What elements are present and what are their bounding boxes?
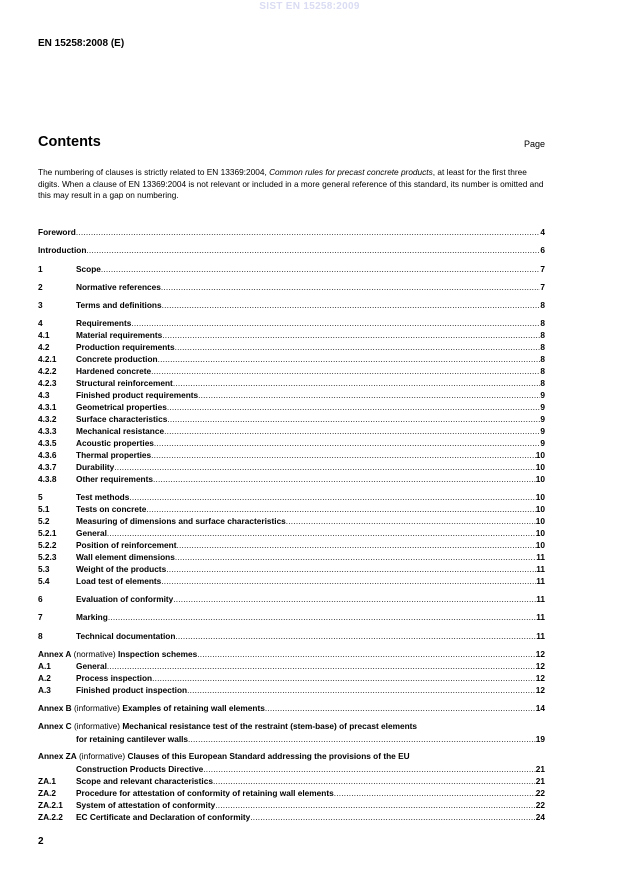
toc-entry[interactable]: [38, 799, 545, 811]
toc-title: Technical documentation: [76, 631, 176, 641]
toc-leader-dots: [101, 263, 540, 275]
toc-text: [76, 611, 108, 623]
toc-title: Hardened concrete: [76, 366, 152, 376]
toc-title: Thermal properties: [76, 450, 152, 460]
toc-entry[interactable]: [38, 763, 545, 775]
toc-page: 24: [535, 812, 545, 822]
toc-title: Position of reinforcement: [76, 540, 177, 550]
toc-page: 14: [535, 703, 545, 713]
toc-leader-dots: [154, 437, 540, 449]
annex-type: (informative): [71, 703, 123, 713]
toc-number: 4.3.5: [38, 438, 57, 448]
document-id: EN 15258:2008 (E): [38, 38, 125, 49]
toc-leader-dots: [197, 648, 536, 660]
page-title: Contents: [38, 134, 101, 150]
toc-number: 4.3.2: [38, 414, 57, 424]
toc-leader-dots: [161, 281, 541, 293]
toc-entry[interactable]: [38, 389, 545, 401]
toc-leader-dots: [177, 539, 536, 551]
toc-page: 11: [536, 612, 545, 622]
toc-title: Load test of elements: [76, 576, 162, 586]
toc-leader-dots: [108, 611, 536, 623]
toc-page: 11: [536, 631, 545, 641]
toc-entry[interactable]: [38, 329, 545, 341]
toc-number: 5.2: [38, 516, 50, 526]
toc-number: 6: [38, 594, 43, 604]
toc-title: Measuring of dimensions and surface characteristics: [76, 516, 286, 526]
toc-leader-dots: [215, 799, 536, 811]
intro-text-start: The numbering of clauses is strictly related to EN 13369:2004,: [38, 167, 270, 177]
toc-entry[interactable]: [38, 733, 545, 745]
toc-number: A.2: [38, 673, 51, 683]
annex-label: Annex A: [38, 649, 72, 659]
toc-leader-dots: [265, 702, 536, 714]
toc-page: 10: [535, 516, 545, 526]
intro-text-italic: Common rules for precast concrete products: [269, 167, 433, 177]
toc-text: [76, 660, 107, 672]
toc-text: [76, 317, 131, 329]
toc-leader-dots: [158, 353, 541, 365]
toc-title: for retaining cantilever walls: [76, 734, 189, 744]
toc-entry[interactable]: [38, 226, 545, 238]
toc-text: [76, 461, 114, 473]
toc-number: 5.2.2: [38, 540, 57, 550]
toc-entry[interactable]: [38, 365, 545, 377]
toc-leader-dots: [173, 377, 541, 389]
toc-number: 4.2.1: [38, 354, 57, 364]
toc-title: Finished product requirements: [76, 390, 199, 400]
toc-number: 5.2.1: [38, 528, 57, 538]
toc-title: Other requirements: [76, 474, 153, 484]
toc-title: Process inspection: [76, 673, 153, 683]
toc-leader-dots: [86, 244, 540, 256]
toc-number: ZA.1: [38, 776, 56, 786]
toc-leader-dots: [146, 503, 535, 515]
toc-title: Terms and definitions: [76, 300, 162, 310]
toc-title: Wall element dimensions: [76, 552, 175, 562]
toc-entry[interactable]: [38, 491, 545, 503]
toc-number: A.1: [38, 661, 51, 671]
annex-type: (normative): [71, 649, 118, 659]
toc-leader-dots: [175, 630, 536, 642]
toc-number: 4.2.3: [38, 378, 57, 388]
toc-page: 6: [540, 245, 545, 255]
toc-number: 5.3: [38, 564, 50, 574]
toc-title: Mechanical resistance: [76, 426, 165, 436]
toc-entry[interactable]: [38, 630, 545, 642]
toc-entry[interactable]: [38, 527, 545, 539]
toc-page: 12: [535, 685, 545, 695]
toc-text: [76, 329, 162, 341]
toc-title: Finished product inspection: [76, 685, 188, 695]
toc-text: [38, 244, 86, 256]
toc-page: 8: [540, 330, 545, 340]
toc-page: 10: [535, 504, 545, 514]
toc-entry[interactable]: [38, 377, 545, 389]
toc-number: 2: [38, 282, 43, 292]
toc-page: 19: [535, 734, 545, 744]
toc-title: Scope: [76, 264, 101, 274]
toc-text: [76, 401, 167, 413]
toc-number: 5: [38, 492, 43, 502]
toc-page: 4: [540, 227, 545, 237]
toc-entry[interactable]: [38, 539, 545, 551]
toc-leader-dots: [166, 563, 536, 575]
toc-page: 21: [535, 776, 545, 786]
toc-text: [76, 672, 152, 684]
toc-title: Weight of the products: [76, 564, 167, 574]
toc-title: Inspection schemes: [117, 649, 198, 659]
toc-page: 12: [535, 661, 545, 671]
toc-number: 8: [38, 631, 43, 641]
toc-entry[interactable]: [38, 593, 545, 605]
toc-title: Production requirements: [76, 342, 175, 352]
toc-page: 22: [535, 800, 545, 810]
toc-text: [76, 563, 166, 575]
toc-number: 4.3.7: [38, 462, 57, 472]
toc-text: [76, 365, 151, 377]
toc-page: 11: [536, 564, 545, 574]
toc-page: 10: [535, 528, 545, 538]
toc-title: Durability: [76, 462, 115, 472]
toc-entry[interactable]: [38, 702, 545, 714]
toc-entry[interactable]: [38, 341, 545, 353]
page-number: 2: [38, 836, 44, 847]
toc-page: 12: [535, 649, 545, 659]
toc-entry[interactable]: [38, 660, 545, 672]
annex-label: Annex ZA: [38, 751, 77, 761]
toc-entry[interactable]: [38, 515, 545, 527]
toc-number: 4: [38, 318, 43, 328]
toc-text: [76, 377, 173, 389]
toc-page: 8: [540, 342, 545, 352]
toc-text: [76, 575, 161, 587]
toc-page: 9: [540, 390, 545, 400]
annex-title: Clauses of this European Standard addressing the provisions of the EU: [127, 751, 410, 761]
toc-number: 4.2.2: [38, 366, 57, 376]
toc-leader-dots: [175, 341, 541, 353]
toc-leader-dots: [198, 389, 540, 401]
toc-text: [76, 473, 153, 485]
annex-title: Mechanical resistance test of the restraint (stem-base) of precast elements: [122, 721, 418, 731]
toc-text: [76, 775, 213, 787]
toc-title: Material requirements: [76, 330, 163, 340]
toc-number: 4.3.1: [38, 402, 57, 412]
toc-page: 11: [536, 594, 545, 604]
toc-number: ZA.2: [38, 788, 56, 798]
toc-text: [76, 527, 107, 539]
toc-title: Marking: [76, 612, 108, 622]
toc-text: [38, 226, 76, 238]
toc-leader-dots: [131, 317, 540, 329]
toc-text: [76, 341, 175, 353]
toc-text: [76, 425, 164, 437]
toc-title: Acoustic properties: [76, 438, 154, 448]
toc-text: [38, 648, 197, 660]
toc-leader-dots: [114, 461, 536, 473]
toc-text: [76, 263, 101, 275]
toc-entry[interactable]: [38, 461, 545, 473]
toc-page: 9: [540, 438, 545, 448]
toc-entry[interactable]: [38, 299, 545, 311]
toc-number: A.3: [38, 685, 51, 695]
toc-text: [76, 551, 175, 563]
toc-title: Procedure for attestation of conformity of retaining wall elements: [76, 788, 334, 798]
toc-entry[interactable]: [38, 775, 545, 787]
toc-page: 8: [540, 378, 545, 388]
toc-number: 4.3: [38, 390, 50, 400]
toc-title: Foreword: [38, 227, 76, 237]
toc-page: 9: [540, 414, 545, 424]
toc-text: [76, 413, 167, 425]
intro-paragraph: [38, 167, 546, 202]
toc-entry[interactable]: [38, 437, 545, 449]
toc-title: General: [76, 661, 107, 671]
toc-entry[interactable]: [38, 672, 545, 684]
toc-entry[interactable]: [38, 787, 545, 799]
toc-page: 9: [540, 402, 545, 412]
toc-text: [76, 353, 158, 365]
toc-number: 4.1: [38, 330, 50, 340]
toc-leader-dots: [151, 365, 540, 377]
toc-title: Construction Products Directive: [76, 764, 204, 774]
toc-title: Requirements: [76, 318, 132, 328]
toc-page: 22: [535, 788, 545, 798]
toc-text: [76, 733, 188, 745]
toc-leader-dots: [162, 329, 540, 341]
toc-number: 3: [38, 300, 43, 310]
toc-page: 10: [535, 462, 545, 472]
toc-text: [76, 491, 129, 503]
toc-page: 10: [535, 474, 545, 484]
toc-leader-dots: [187, 684, 536, 696]
toc-title: Scope and relevant characteristics: [76, 776, 213, 786]
toc-entry[interactable]: [38, 449, 545, 461]
toc-page: 9: [540, 426, 545, 436]
toc-text: [76, 437, 154, 449]
toc-text: [76, 515, 286, 527]
toc-leader-dots: [188, 733, 536, 745]
toc-number: 5.4: [38, 576, 50, 586]
toc-text: [76, 299, 162, 311]
toc-text: [76, 503, 146, 515]
toc-page: 21: [535, 764, 545, 774]
toc-page: 8: [540, 300, 545, 310]
toc-leader-dots: [203, 763, 536, 775]
toc-title: Surface characteristics: [76, 414, 168, 424]
toc-entry[interactable]: [38, 648, 545, 660]
toc-leader-dots: [164, 425, 540, 437]
toc-page: 7: [540, 264, 545, 274]
toc-leader-dots: [167, 401, 541, 413]
toc-leader-dots: [173, 593, 536, 605]
toc-number: ZA.2.1: [38, 800, 63, 810]
toc-leader-dots: [250, 811, 535, 823]
toc-leader-dots: [153, 473, 536, 485]
toc-title: Test methods: [76, 492, 130, 502]
toc-entry[interactable]: [38, 401, 545, 413]
toc-leader-dots: [161, 575, 536, 587]
toc-title: General: [76, 528, 107, 538]
toc-entry[interactable]: [38, 811, 545, 823]
toc-annex-heading[interactable]: [38, 750, 410, 762]
toc-text: [76, 799, 215, 811]
toc-page: 10: [535, 450, 545, 460]
toc-text: [38, 702, 265, 714]
toc-text: [76, 787, 334, 799]
toc-title: EC Certificate and Declaration of conformity: [76, 812, 251, 822]
toc-entry[interactable]: [38, 413, 545, 425]
toc-leader-dots: [129, 491, 535, 503]
toc-page: 8: [540, 354, 545, 364]
toc-title: Examples of retaining wall elements: [122, 703, 265, 713]
toc-page: 11: [536, 552, 545, 562]
toc-entry[interactable]: [38, 563, 545, 575]
toc-title: Structural reinforcement: [76, 378, 173, 388]
toc-leader-dots: [162, 299, 541, 311]
toc-entry[interactable]: [38, 473, 545, 485]
toc-page: 11: [536, 576, 545, 586]
toc-entry[interactable]: [38, 263, 545, 275]
toc-text: [76, 389, 198, 401]
toc-leader-dots: [167, 413, 540, 425]
toc-leader-dots: [107, 527, 536, 539]
toc-number: 1: [38, 264, 43, 274]
toc-number: 4.3.8: [38, 474, 57, 484]
toc-number: 5.2.3: [38, 552, 57, 562]
annex-type: (informative): [71, 721, 123, 731]
toc-text: [76, 539, 177, 551]
toc-number: 7: [38, 612, 43, 622]
toc-number: 5.1: [38, 504, 50, 514]
toc-title: Geometrical properties: [76, 402, 167, 412]
toc-title: Evaluation of conformity: [76, 594, 174, 604]
toc-number: 4.3.3: [38, 426, 57, 436]
toc-title: System of attestation of conformity: [76, 800, 216, 810]
toc-title: Introduction: [38, 245, 87, 255]
toc-leader-dots: [334, 787, 536, 799]
toc-entry[interactable]: [38, 317, 545, 329]
toc-text: [76, 763, 203, 775]
toc-number: 4.2: [38, 342, 50, 352]
toc-text: [76, 684, 187, 696]
toc-number: ZA.2.2: [38, 812, 63, 822]
toc-entry[interactable]: [38, 244, 545, 256]
toc-text: [76, 449, 151, 461]
toc-leader-dots: [107, 660, 536, 672]
toc-text: [76, 630, 175, 642]
toc-annex-heading[interactable]: [38, 720, 417, 732]
toc-title: Normative references: [76, 282, 161, 292]
toc-page: 10: [535, 540, 545, 550]
toc-page: 12: [535, 673, 545, 683]
toc-leader-dots: [175, 551, 536, 563]
toc-leader-dots: [76, 226, 541, 238]
toc-number: 4.3.6: [38, 450, 57, 460]
toc-text: [76, 811, 250, 823]
annex-label: Annex B: [38, 703, 72, 713]
toc-text: [76, 593, 173, 605]
toc-page: 8: [540, 366, 545, 376]
toc-entry[interactable]: [38, 684, 545, 696]
toc-title: Concrete production: [76, 354, 158, 364]
toc-entry[interactable]: [38, 611, 545, 623]
toc-entry[interactable]: [38, 425, 545, 437]
toc-leader-dots: [286, 515, 536, 527]
intro-text-end: , at least for the first three digits. When a clause of EN 13369:2004 is not relevant or included in a more general reference of this standard, its number is omitted and this may result in a gap on numbering.: [38, 167, 544, 200]
watermark: SIST EN 15258:2009: [259, 1, 360, 12]
toc-leader-dots: [213, 775, 536, 787]
toc-text: [76, 281, 161, 293]
toc-entry[interactable]: [38, 281, 545, 293]
toc-page: 10: [535, 492, 545, 502]
annex-label: Annex C: [38, 721, 72, 731]
toc-entry[interactable]: [38, 353, 545, 365]
toc-page: 7: [540, 282, 545, 292]
toc-entry[interactable]: [38, 575, 545, 587]
toc-leader-dots: [151, 449, 536, 461]
page-column-label: Page: [523, 139, 545, 149]
toc-title: Tests on concrete: [76, 504, 147, 514]
toc-leader-dots: [152, 672, 536, 684]
toc-page: 8: [540, 318, 545, 328]
toc-entry[interactable]: [38, 551, 545, 563]
annex-type: (informative): [76, 751, 128, 761]
toc-entry[interactable]: [38, 503, 545, 515]
